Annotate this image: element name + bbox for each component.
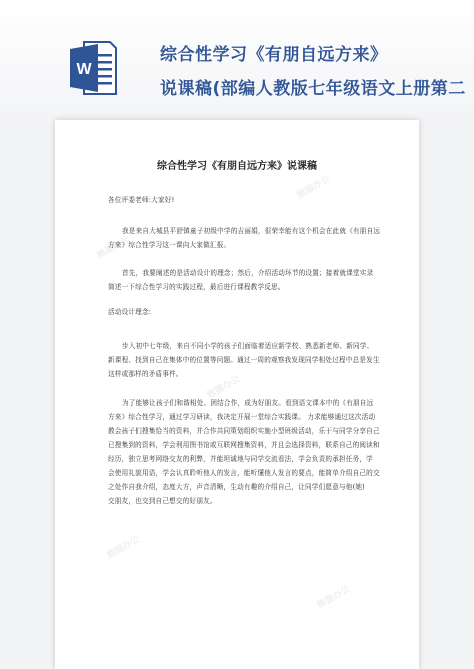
paragraph-line: 步入初中七年级，来自不同小学的孩子们面临着适应新学校、熟悉新老师、新同学、 xyxy=(122,342,374,350)
background-paragraph xyxy=(108,339,380,381)
svg-text:W: W xyxy=(76,61,92,78)
goals-paragraph xyxy=(108,396,380,508)
greeting-paragraph xyxy=(108,193,174,207)
watermark: 熊猫办公 xyxy=(95,234,132,262)
paragraph-line: 之处作自我介绍，态度大方，声音清晰，生动有趣的介绍自己，让同学们愿意与他(她) xyxy=(108,483,365,491)
paragraph-line: 教会孩子们搜集恰当的资料，并合作共同策划组织实施小型班级活动，乐于与同学分享自己 xyxy=(108,427,380,435)
paragraph-line: 我是来自大城县平舒镇童子初级中学的吉丽娟，很荣幸能有这个机会在此就《有朋自远 xyxy=(122,227,381,235)
document-page xyxy=(55,120,419,669)
watermark: 熊猫办公 xyxy=(205,374,242,402)
paragraph-line: 经历，独立思考网络交友的利弊，并能坦诚地与同学交流看法，学会负责的承担任务，学 xyxy=(108,455,373,463)
header-title-line-1: 综合性学习《有朋自远方来》 xyxy=(160,45,388,65)
paragraph-line: 为了能够让孩子们和谐相处、团结合作，成为好朋友。看到语文课本中的《有朋自远 xyxy=(122,399,374,407)
paragraph-line: 方来》综合性学习这一课向大家做汇报。 xyxy=(108,241,231,249)
paragraph-line: 会使用礼貌用语，学会认真聆听他人的发言，能听懂他人发言的要点，能简单介绍自己的交 xyxy=(108,469,380,477)
paragraph-line: 交朋友，也交到自己想交的好朋友。 xyxy=(108,497,217,505)
section-heading xyxy=(108,305,151,319)
paragraph-line: 活动设计理念: xyxy=(108,308,152,316)
watermark: 熊猫办公 xyxy=(295,174,332,202)
document-title: 综合性学习《有朋自远方来》说课稿 xyxy=(157,161,317,172)
paragraph-line: 各位评委老师:大家好! xyxy=(108,196,175,204)
paragraph-line: 新课程、找到自己在集体中的位置等问题。通过一周的观察我发现同学相处过程中总是发生 xyxy=(108,356,380,364)
outline-paragraph xyxy=(108,266,373,294)
paragraph-line: 这样或那样的矛盾事件。 xyxy=(108,370,183,378)
watermark: 熊猫办公 xyxy=(315,584,352,612)
word-document-icon xyxy=(70,40,118,96)
header-title-line-2: 说课稿(部编人教版七年级语文上册第二 xyxy=(160,79,466,99)
intro-paragraph xyxy=(108,224,380,252)
paragraph-line: 首先，我要阐述的是活动设计的理念；然后，介绍活动环节的设置；接着就课堂实录 xyxy=(122,269,374,277)
paragraph-line: 方来》综合性学习，通过学习研读，我决定开展一堂综合实践课。 力求能够通过这次活动 xyxy=(108,413,376,421)
watermark: 熊猫办公 xyxy=(105,534,142,562)
paragraph-line: 简述一下综合性学习的实践过程，最后进行课程教学反思。 xyxy=(108,283,285,291)
paragraph-line: 已搜集到的资料，学会利用图书馆或互联网搜集资料，并且会选择资料，联系自己的阅读和 xyxy=(108,441,380,449)
